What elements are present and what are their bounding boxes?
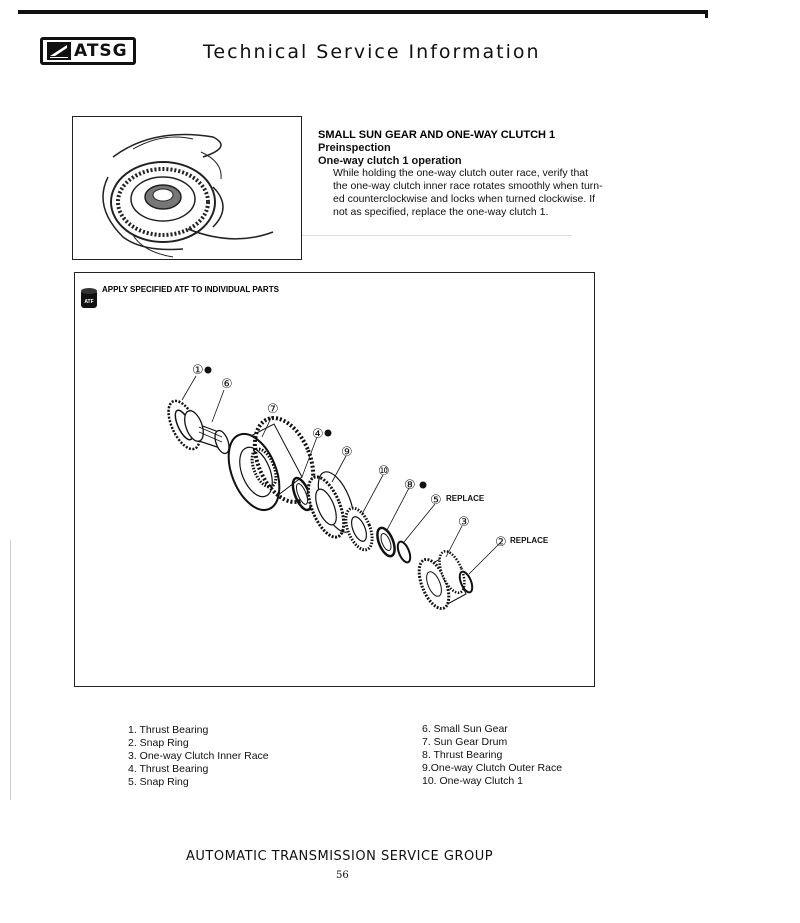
callout-1: ① (192, 363, 204, 378)
exploded-parts-diagram (74, 272, 595, 687)
legend-item: 6. Small Sun Gear (422, 723, 508, 735)
callout-6: ⑥ (221, 377, 233, 392)
legend-item: 4. Thrust Bearing (128, 763, 209, 775)
legend-item: 2. Snap Ring (128, 737, 189, 749)
logo-flag-icon (47, 42, 71, 60)
leader-lines (182, 376, 499, 574)
section-heading: SMALL SUN GEAR AND ONE-WAY CLUTCH 1 (318, 129, 556, 141)
top-rule-tick (705, 12, 708, 18)
legend-item: 5. Snap Ring (128, 776, 189, 788)
callout-3: ③ (458, 515, 470, 530)
top-rule (18, 10, 708, 14)
body-line: ed counterclockwise and locks when turned clockwise. If (333, 193, 596, 205)
replace-label-5: REPLACE (446, 494, 485, 503)
procedure-title: One-way clutch 1 operation (318, 155, 462, 167)
atf-note: APPLY SPECIFIED ATF TO INDIVIDUAL PARTS (102, 285, 279, 294)
atf-dot (325, 430, 332, 437)
body-line: not as specified, replace the one-way clutch 1. (333, 206, 549, 218)
callout-10: ⑩ (378, 464, 390, 479)
sun-gear-drum (219, 409, 325, 517)
legend-item: 10. One-way Clutch 1 (422, 775, 523, 787)
clutch-photo (72, 116, 302, 260)
parts-legend-left (128, 724, 269, 789)
legend-item: 3. One-way Clutch Inner Race (128, 750, 269, 762)
clutch-photo-illustration (73, 117, 302, 260)
margin-line (10, 540, 11, 800)
atsg-logo (40, 37, 136, 65)
logo-text: ATSG (74, 41, 128, 61)
divider-line (302, 235, 572, 236)
page-title: Technical Service Information (203, 41, 541, 63)
body-line: While holding the one-way clutch outer race, verify that (333, 167, 589, 179)
footer-title: AUTOMATIC TRANSMISSION SERVICE GROUP (186, 849, 494, 864)
atf-dot (420, 482, 427, 489)
legend-item: 8. Thrust Bearing (422, 749, 503, 761)
one-way-clutch-1 (341, 504, 378, 553)
callout-2: ② (495, 535, 507, 550)
section-subheading: Preinspection (318, 142, 391, 154)
callout-5: ⑤ (430, 493, 442, 508)
legend-item: 1. Thrust Bearing (128, 724, 209, 736)
small-sun-gear (181, 408, 232, 455)
callout-4: ④ (312, 427, 324, 442)
callout-7: ⑦ (267, 402, 279, 417)
legend-item: 9.One-way Clutch Outer Race (422, 762, 563, 774)
procedure-body (333, 167, 613, 219)
parts-legend-right (422, 723, 562, 788)
callout-8: ⑧ (404, 478, 416, 493)
thrust-bearing-8 (374, 525, 398, 558)
body-line: the one-way clutch inner race rotates smoothly when turn- (333, 180, 603, 192)
snap-ring-5 (395, 540, 413, 564)
replace-label-2: REPLACE (510, 536, 549, 545)
page-number: 56 (336, 870, 349, 881)
atf-dot (205, 367, 212, 374)
legend-item: 7. Sun Gear Drum (422, 736, 508, 748)
atf-icon-label: ATF (84, 299, 94, 305)
callout-9: ⑨ (341, 445, 353, 460)
